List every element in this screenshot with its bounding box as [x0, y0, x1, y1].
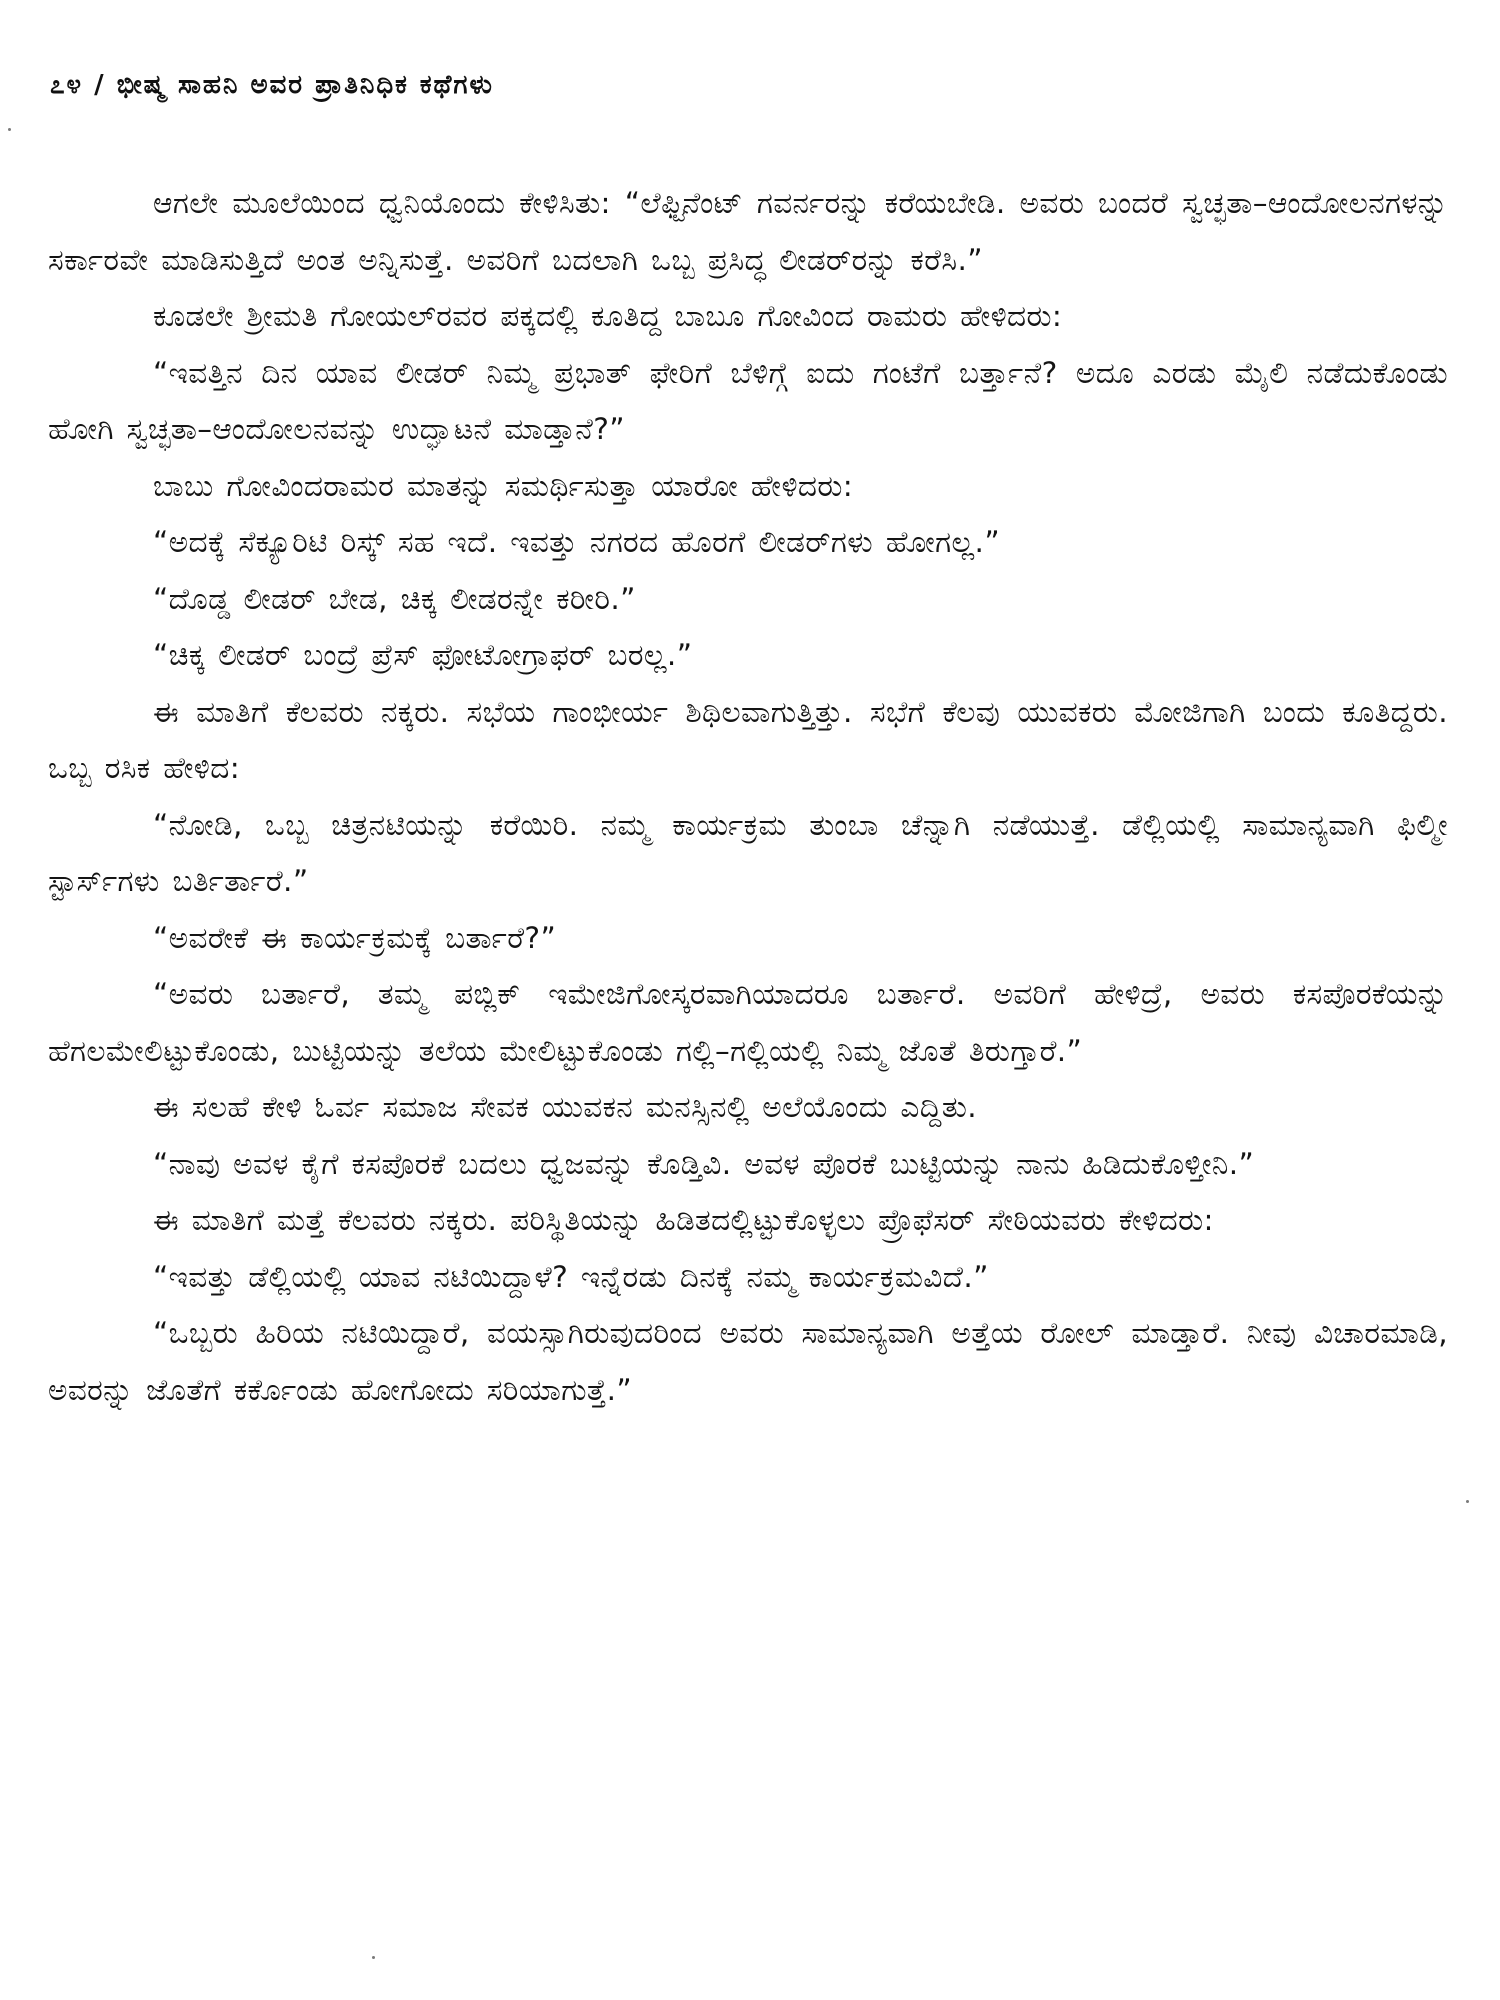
paragraph: “ನೋಡಿ, ಒಬ್ಬ ಚಿತ್ರನಟಿಯನ್ನು ಕರೆಯಿರಿ. ನಮ್ಮ ಕಾರ್ಯಕ್ರಮ ತುಂಬಾ ಚೆನ್ನಾಗಿ ನಡೆಯುತ್ತೆ. ಡೆಲ್ಲಿಯಲ್ಲಿ ಸಾಮಾನ್ಯವಾಗಿ ಫಿಲ್ಮೀ ಸ್ಟಾರ್ಸ್‌ಗಳು ಬರ್ತಿರ್ತಾರೆ.”: [48, 807, 1448, 898]
running-head: ೭೪ / ಭೀಷ್ಮ ಸಾಹನಿ ಅವರ ಪ್ರಾತಿನಿಧಿಕ ಕಥೆಗಳು: [50, 70, 494, 100]
paragraph: “ಒಬ್ಬರು ಹಿರಿಯ ನಟಿಯಿದ್ದಾರೆ, ವಯಸ್ಸಾಗಿರುವುದರಿಂದ ಅವರು ಸಾಮಾನ್ಯವಾಗಿ ಅತ್ತೆಯ ರೋಲ್ ಮಾಡ್ತಾರೆ. ನೀವು ವಿಚಾರಮಾಡಿ, ಅವರನ್ನು ಜೊತೆಗೆ ಕರ್ಕೊಂಡು ಹೋಗೋದು ಸರಿಯಾಗುತ್ತೆ.”: [48, 1316, 1448, 1407]
paper-speck: [372, 1956, 375, 1959]
paragraph: ಬಾಬು ಗೋವಿಂದರಾಮರ ಮಾತನ್ನು ಸಮರ್ಥಿಸುತ್ತಾ ಯಾರೋ ಹೇಳಿದರು:: [153, 468, 854, 503]
paragraph: ಈ ಸಲಹೆ ಕೇಳಿ ಓರ್ವ ಸಮಾಜ ಸೇವಕ ಯುವಕನ ಮನಸ್ಸಿನಲ್ಲಿ ಅಲೆಯೊಂದು ಎದ್ದಿತು.: [153, 1090, 978, 1124]
body-text: [48, 175, 1448, 1418]
paragraph: ಆಗಲೇ ಮೂಲೆಯಿಂದ ಧ್ವನಿಯೊಂದು ಕೇಳಿಸಿತು: “ಲೆಫ್ಟಿನೆಂಟ್ ಗವರ್ನರನ್ನು ಕರೆಯಬೇಡಿ. ಅವರು ಬಂದರೆ ಸ್ವಚ್ಛತಾ–ಆಂದೋಲನಗಳನ್ನು ಸರ್ಕಾರವೇ ಮಾಡಿಸುತ್ತಿದೆ ಅಂತ ಅನ್ನಿಸುತ್ತೆ. ಅವರಿಗೆ ಬದಲಾಗಿ ಒಬ್ಬ ಪ್ರಸಿದ್ಧ ಲೀಡರ್‌ರನ್ನು ಕರೆಸಿ.”: [48, 186, 1448, 277]
paragraph: ಕೂಡಲೇ ಶ್ರೀಮತಿ ಗೋಯಲ್‌ರವರ ಪಕ್ಕದಲ್ಲಿ ಕೂತಿದ್ದ ಬಾಬೂ ಗೋವಿಂದ ರಾಮರು ಹೇಳಿದರು:: [153, 299, 1063, 333]
paragraph: “ಇವತ್ತು ಡೆಲ್ಲಿಯಲ್ಲಿ ಯಾವ ನಟಿಯಿದ್ದಾಳೆ? ಇನ್ನೆರಡು ದಿನಕ್ಕೆ ನಮ್ಮ ಕಾರ್ಯಕ್ರಮವಿದೆ.”: [153, 1259, 989, 1294]
paragraph: “ನಾವು ಅವಳ ಕೈಗೆ ಕಸಪೊರಕೆ ಬದಲು ಧ್ವಜವನ್ನು ಕೊಡ್ತಿವಿ. ಅವಳ ಪೊರಕೆ ಬುಟ್ಟಿಯನ್ನು ನಾನು ಹಿಡಿದುಕೊಳ್ತೀನಿ.”: [153, 1146, 1255, 1181]
paragraph: “ಅವರು ಬರ್ತಾರೆ, ತಮ್ಮ ಪಬ್ಲಿಕ್ ಇಮೇಜಿಗೋಸ್ಕರವಾಗಿಯಾದರೂ ಬರ್ತಾರೆ. ಅವರಿಗೆ ಹೇಳಿದ್ರೆ, ಅವರು ಕಸಪೊರಕೆಯನ್ನು ಹೆಗಲಮೇಲಿಟ್ಟುಕೊಂಡು, ಬುಟ್ಟಿಯನ್ನು ತಲೆಯ ಮೇಲಿಟ್ಟುಕೊಂಡು ಗಲ್ಲಿ–ಗಲ್ಲಿಯಲ್ಲಿ ನಿಮ್ಮ ಜೊತೆ ತಿರುಗ್ತಾರೆ.”: [48, 977, 1448, 1068]
paragraph: “ಇವತ್ತಿನ ದಿನ ಯಾವ ಲೀಡರ್ ನಿಮ್ಮ ಪ್ರಭಾತ್ ಫೇರಿಗೆ ಬೆಳಿಗ್ಗೆ ಐದು ಗಂಟೆಗೆ ಬರ್ತ್ತಾನೆ? ಅದೂ ಎರಡು ಮೈಲಿ ನಡೆದುಕೊಂಡು ಹೋಗಿ ಸ್ವಚ್ಛತಾ–ಆಂದೋಲನವನ್ನು ಉದ್ಘಾಟನೆ ಮಾಡ್ತಾನೆ?”: [48, 355, 1448, 446]
paragraph: “ಚಿಕ್ಕ ಲೀಡರ್ ಬಂದ್ರೆ ಪ್ರೆಸ್ ಫೋಟೋಗ್ರಾಫರ್ ಬರಲ್ಲ.”: [153, 638, 693, 672]
paragraph: “ದೊಡ್ಡ ಲೀಡರ್ ಬೇಡ, ಚಿಕ್ಕ ಲೀಡರನ್ನೇ ಕರೀರಿ.”: [153, 581, 636, 616]
paragraph: “ಅದಕ್ಕೆ ಸೆಕ್ಯೂರಿಟಿ ರಿಸ್ಕ್ ಸಹ ಇದೆ. ಇವತ್ತು ನಗರದ ಹೊರಗೆ ಲೀಡರ್‌ಗಳು ಹೋಗಲ್ಲ.”: [153, 525, 1001, 559]
paper-speck: [8, 128, 11, 131]
paragraph: “ಅವರೇಕೆ ಈ ಕಾರ್ಯಕ್ರಮಕ್ಕೆ ಬರ್ತಾರೆ?”: [153, 920, 557, 955]
paragraph: ಈ ಮಾತಿಗೆ ಮತ್ತೆ ಕೆಲವರು ನಕ್ಕರು. ಪರಿಸ್ಥಿತಿಯನ್ನು ಹಿಡಿತದಲ್ಲಿಟ್ಟುಕೊಳ್ಳಲು ಪ್ರೊಫೆಸರ್ ಸೇಠಿಯವರು ಕೇಳಿದರು:: [153, 1203, 1214, 1237]
paragraph: ಈ ಮಾತಿಗೆ ಕೆಲವರು ನಕ್ಕರು. ಸಭೆಯ ಗಾಂಭೀರ್ಯ ಶಿಥಿಲವಾಗುತ್ತಿತ್ತು. ಸಭೆಗೆ ಕೆಲವು ಯುವಕರು ಮೋಜಿಗಾಗಿ ಬಂದು ಕೂತಿದ್ದರು. ಒಬ್ಬ ರಸಿಕ ಹೇಳಿದ:: [48, 694, 1448, 785]
paper-speck: [1466, 1500, 1469, 1503]
